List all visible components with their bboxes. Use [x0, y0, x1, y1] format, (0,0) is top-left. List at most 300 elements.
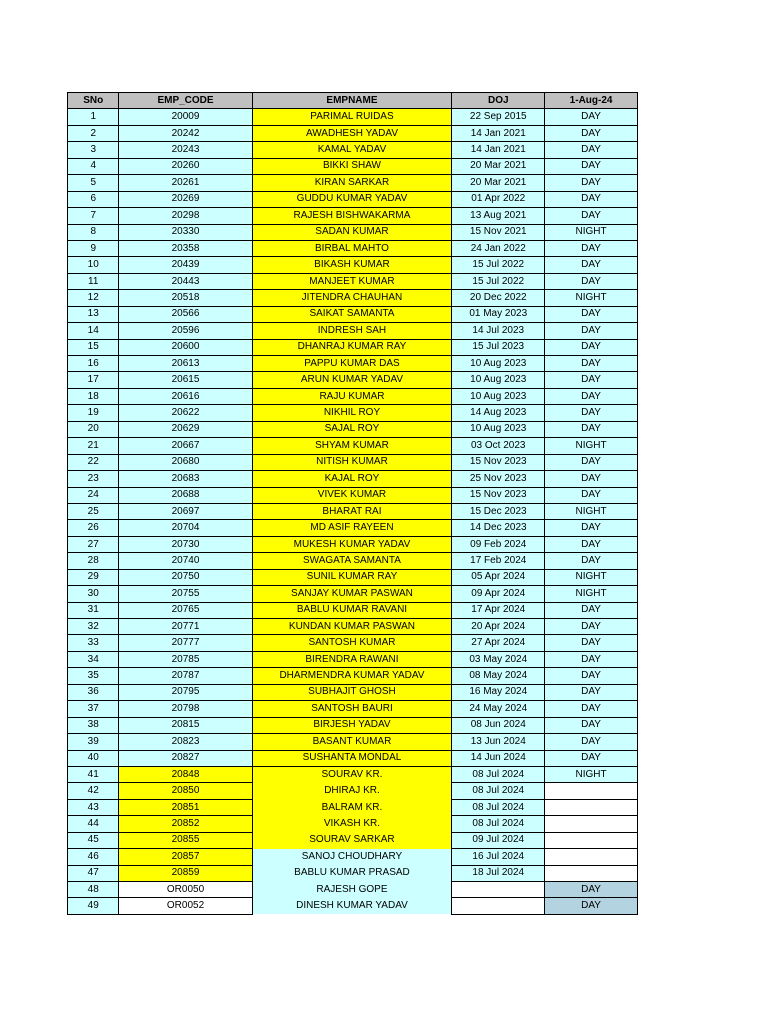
sno-cell: 27 [68, 536, 119, 552]
doj-cell: 18 Jul 2024 [452, 865, 545, 881]
shift-cell: DAY [545, 388, 638, 404]
table-row [68, 257, 638, 273]
table-row [68, 602, 638, 618]
emp-code-cell: OR0052 [119, 898, 252, 914]
emp-code-cell: 20852 [119, 816, 252, 832]
emp-code-cell: 20827 [119, 750, 252, 766]
empname-cell: MD ASIF RAYEEN [252, 520, 452, 536]
shift-cell [545, 865, 638, 881]
empname-cell: SAJAL ROY [252, 421, 452, 437]
table-row [68, 323, 638, 339]
empname-cell: KAMAL YADAV [252, 142, 452, 158]
emp-code-cell: 20815 [119, 717, 252, 733]
emp-code-cell: 20330 [119, 224, 252, 240]
header-emp-code: EMP_CODE [119, 93, 252, 109]
emp-code-cell: 20613 [119, 356, 252, 372]
shift-cell: DAY [545, 717, 638, 733]
empname-cell: AWADHESH YADAV [252, 125, 452, 141]
empname-cell: NIKHIL ROY [252, 405, 452, 421]
table-row [68, 503, 638, 519]
empname-cell: INDRESH SAH [252, 323, 452, 339]
sno-cell: 3 [68, 142, 119, 158]
doj-cell: 15 Dec 2023 [452, 503, 545, 519]
sno-cell: 6 [68, 191, 119, 207]
emp-code-cell: 20600 [119, 339, 252, 355]
sno-cell: 34 [68, 651, 119, 667]
sno-cell: 14 [68, 323, 119, 339]
shift-cell: DAY [545, 734, 638, 750]
table-row [68, 684, 638, 700]
sno-cell: 10 [68, 257, 119, 273]
sno-cell: 37 [68, 701, 119, 717]
emp-code-cell: 20566 [119, 306, 252, 322]
emp-code-cell: 20704 [119, 520, 252, 536]
shift-cell: NIGHT [545, 503, 638, 519]
shift-cell: NIGHT [545, 569, 638, 585]
doj-cell: 24 May 2024 [452, 701, 545, 717]
emp-code-cell: 20269 [119, 191, 252, 207]
table-row [68, 487, 638, 503]
doj-cell: 08 Jul 2024 [452, 783, 545, 799]
sno-cell: 28 [68, 553, 119, 569]
shift-cell: DAY [545, 635, 638, 651]
empname-cell: BIKKI SHAW [252, 158, 452, 174]
empname-cell: BHARAT RAI [252, 503, 452, 519]
doj-cell: 14 Dec 2023 [452, 520, 545, 536]
sno-cell: 47 [68, 865, 119, 881]
doj-cell: 14 Jun 2024 [452, 750, 545, 766]
table-row [68, 619, 638, 635]
shift-cell: DAY [545, 240, 638, 256]
table-row [68, 520, 638, 536]
table-row [68, 273, 638, 289]
sno-cell: 1 [68, 109, 119, 125]
shift-cell: DAY [545, 158, 638, 174]
empname-cell: SANTOSH BAURI [252, 701, 452, 717]
empname-cell: SWAGATA SAMANTA [252, 553, 452, 569]
empname-cell: RAJU KUMAR [252, 388, 452, 404]
emp-code-cell: 20730 [119, 536, 252, 552]
empname-cell: BIKASH KUMAR [252, 257, 452, 273]
empname-cell: SUBHAJIT GHOSH [252, 684, 452, 700]
table-row [68, 668, 638, 684]
header-shift-date: 1-Aug-24 [545, 93, 638, 109]
empname-cell: KIRAN SARKAR [252, 175, 452, 191]
shift-cell: DAY [545, 323, 638, 339]
table-row [68, 356, 638, 372]
table-row [68, 175, 638, 191]
sno-cell: 5 [68, 175, 119, 191]
table-row [68, 586, 638, 602]
emp-code-cell: 20823 [119, 734, 252, 750]
doj-cell: 14 Aug 2023 [452, 405, 545, 421]
sno-cell: 7 [68, 208, 119, 224]
shift-cell: DAY [545, 454, 638, 470]
emp-code-cell: 20765 [119, 602, 252, 618]
empname-cell: SAIKAT SAMANTA [252, 306, 452, 322]
shift-cell: DAY [545, 701, 638, 717]
sno-cell: 23 [68, 471, 119, 487]
sno-cell: 4 [68, 158, 119, 174]
sno-cell: 13 [68, 306, 119, 322]
empname-cell: ARUN KUMAR YADAV [252, 372, 452, 388]
empname-cell: SOURAV KR. [252, 766, 452, 782]
emp-code-cell: 20596 [119, 323, 252, 339]
emp-code-cell: 20750 [119, 569, 252, 585]
doj-cell [452, 898, 545, 914]
empname-cell: DINESH KUMAR YADAV [252, 898, 452, 914]
empname-cell: BASANT KUMAR [252, 734, 452, 750]
doj-cell: 22 Sep 2015 [452, 109, 545, 125]
emp-code-cell: 20260 [119, 158, 252, 174]
emp-code-cell: 20683 [119, 471, 252, 487]
doj-cell: 15 Nov 2023 [452, 454, 545, 470]
emp-code-cell: 20009 [119, 109, 252, 125]
doj-cell: 14 Jan 2021 [452, 125, 545, 141]
emp-code-cell: 20518 [119, 290, 252, 306]
header-empname: EMPNAME [252, 93, 452, 109]
doj-cell: 08 Jul 2024 [452, 816, 545, 832]
doj-cell: 10 Aug 2023 [452, 388, 545, 404]
table-row [68, 421, 638, 437]
shift-cell: DAY [545, 306, 638, 322]
emp-code-cell: 20850 [119, 783, 252, 799]
doj-cell: 20 Apr 2024 [452, 619, 545, 635]
table-row [68, 388, 638, 404]
employee-shift-table [67, 92, 638, 915]
doj-cell: 15 Jul 2022 [452, 257, 545, 273]
table-row [68, 734, 638, 750]
emp-code-cell: 20615 [119, 372, 252, 388]
doj-cell: 08 May 2024 [452, 668, 545, 684]
doj-cell [452, 882, 545, 898]
shift-cell [545, 783, 638, 799]
table-row [68, 882, 638, 898]
empname-cell: SANTOSH KUMAR [252, 635, 452, 651]
shift-cell: NIGHT [545, 224, 638, 240]
shift-cell: DAY [545, 125, 638, 141]
emp-code-cell: 20777 [119, 635, 252, 651]
table-row [68, 717, 638, 733]
shift-cell: DAY [545, 520, 638, 536]
emp-code-cell: 20697 [119, 503, 252, 519]
table-row [68, 290, 638, 306]
shift-cell: DAY [545, 257, 638, 273]
empname-cell: SUNIL KUMAR RAY [252, 569, 452, 585]
shift-cell: DAY [545, 619, 638, 635]
sno-cell: 22 [68, 454, 119, 470]
empname-cell: DHIRAJ KR. [252, 783, 452, 799]
empname-cell: MUKESH KUMAR YADAV [252, 536, 452, 552]
empname-cell: BABLU KUMAR PRASAD [252, 865, 452, 881]
empname-cell: SANOJ CHOUDHARY [252, 849, 452, 865]
empname-cell: DHANRAJ KUMAR RAY [252, 339, 452, 355]
shift-cell: DAY [545, 405, 638, 421]
emp-code-cell: 20667 [119, 438, 252, 454]
doj-cell: 25 Nov 2023 [452, 471, 545, 487]
doj-cell: 03 Oct 2023 [452, 438, 545, 454]
sno-cell: 19 [68, 405, 119, 421]
table-row [68, 849, 638, 865]
emp-code-cell: 20358 [119, 240, 252, 256]
table-row [68, 339, 638, 355]
doj-cell: 20 Mar 2021 [452, 158, 545, 174]
shift-cell: DAY [545, 898, 638, 914]
empname-cell: SHYAM KUMAR [252, 438, 452, 454]
emp-code-cell: 20795 [119, 684, 252, 700]
shift-cell: NIGHT [545, 766, 638, 782]
empname-cell: GUDDU KUMAR YADAV [252, 191, 452, 207]
doj-cell: 14 Jan 2021 [452, 142, 545, 158]
doj-cell: 16 Jul 2024 [452, 849, 545, 865]
doj-cell: 01 Apr 2022 [452, 191, 545, 207]
shift-cell: DAY [545, 208, 638, 224]
sno-cell: 45 [68, 832, 119, 848]
shift-cell: NIGHT [545, 290, 638, 306]
table-row [68, 750, 638, 766]
table-row [68, 438, 638, 454]
sno-cell: 41 [68, 766, 119, 782]
sno-cell: 38 [68, 717, 119, 733]
empname-cell: BALRAM KR. [252, 799, 452, 815]
emp-code-cell: 20855 [119, 832, 252, 848]
doj-cell: 15 Nov 2023 [452, 487, 545, 503]
sno-cell: 44 [68, 816, 119, 832]
emp-code-cell: OR0050 [119, 882, 252, 898]
empname-cell: DHARMENDRA KUMAR YADAV [252, 668, 452, 684]
table-row [68, 191, 638, 207]
table-row [68, 109, 638, 125]
shift-cell: DAY [545, 651, 638, 667]
header-sno: SNo [68, 93, 119, 109]
doj-cell: 10 Aug 2023 [452, 421, 545, 437]
doj-cell: 09 Jul 2024 [452, 832, 545, 848]
emp-code-cell: 20622 [119, 405, 252, 421]
doj-cell: 15 Nov 2021 [452, 224, 545, 240]
doj-cell: 17 Apr 2024 [452, 602, 545, 618]
table-row [68, 306, 638, 322]
sno-cell: 16 [68, 356, 119, 372]
doj-cell: 08 Jul 2024 [452, 799, 545, 815]
table-row [68, 832, 638, 848]
table-row [68, 635, 638, 651]
doj-cell: 01 May 2023 [452, 306, 545, 322]
shift-cell: DAY [545, 536, 638, 552]
emp-code-cell: 20859 [119, 865, 252, 881]
sno-cell: 15 [68, 339, 119, 355]
empname-cell: JITENDRA CHAUHAN [252, 290, 452, 306]
empname-cell: BIRBAL MAHTO [252, 240, 452, 256]
empname-cell: BIRENDRA RAWANI [252, 651, 452, 667]
emp-code-cell: 20298 [119, 208, 252, 224]
table-row [68, 701, 638, 717]
sno-cell: 36 [68, 684, 119, 700]
table-row [68, 372, 638, 388]
table-row [68, 569, 638, 585]
sno-cell: 49 [68, 898, 119, 914]
shift-cell [545, 816, 638, 832]
doj-cell: 09 Feb 2024 [452, 536, 545, 552]
emp-code-cell: 20439 [119, 257, 252, 273]
emp-code-cell: 20787 [119, 668, 252, 684]
table-row [68, 766, 638, 782]
shift-cell: DAY [545, 175, 638, 191]
empname-cell: SOURAV SARKAR [252, 832, 452, 848]
empname-cell: SANJAY KUMAR PASWAN [252, 586, 452, 602]
emp-code-cell: 20688 [119, 487, 252, 503]
doj-cell: 20 Dec 2022 [452, 290, 545, 306]
table-row [68, 816, 638, 832]
shift-cell: DAY [545, 142, 638, 158]
emp-code-cell: 20755 [119, 586, 252, 602]
sno-cell: 43 [68, 799, 119, 815]
doj-cell: 17 Feb 2024 [452, 553, 545, 569]
sno-cell: 21 [68, 438, 119, 454]
shift-cell: NIGHT [545, 586, 638, 602]
empname-cell: SUSHANTA MONDAL [252, 750, 452, 766]
shift-cell [545, 849, 638, 865]
sno-cell: 32 [68, 619, 119, 635]
empname-cell: RAJESH GOPE [252, 882, 452, 898]
empname-cell: RAJESH BISHWAKARMA [252, 208, 452, 224]
emp-code-cell: 20740 [119, 553, 252, 569]
doj-cell: 27 Apr 2024 [452, 635, 545, 651]
shift-cell [545, 832, 638, 848]
doj-cell: 14 Jul 2023 [452, 323, 545, 339]
doj-cell: 08 Jun 2024 [452, 717, 545, 733]
table-row [68, 783, 638, 799]
emp-code-cell: 20616 [119, 388, 252, 404]
doj-cell: 24 Jan 2022 [452, 240, 545, 256]
doj-cell: 09 Apr 2024 [452, 586, 545, 602]
empname-cell: PAPPU KUMAR DAS [252, 356, 452, 372]
shift-cell [545, 799, 638, 815]
table-row [68, 158, 638, 174]
table-row [68, 454, 638, 470]
shift-cell: DAY [545, 191, 638, 207]
header-doj: DOJ [452, 93, 545, 109]
empname-cell: MANJEET KUMAR [252, 273, 452, 289]
doj-cell: 15 Jul 2023 [452, 339, 545, 355]
shift-cell: DAY [545, 273, 638, 289]
sno-cell: 20 [68, 421, 119, 437]
table-row [68, 536, 638, 552]
emp-code-cell: 20857 [119, 849, 252, 865]
sno-cell: 31 [68, 602, 119, 618]
shift-cell: DAY [545, 668, 638, 684]
empname-cell: BABLU KUMAR RAVANI [252, 602, 452, 618]
empname-cell: NITISH KUMAR [252, 454, 452, 470]
sno-cell: 35 [68, 668, 119, 684]
emp-code-cell: 20785 [119, 651, 252, 667]
emp-code-cell: 20848 [119, 766, 252, 782]
shift-cell: DAY [545, 339, 638, 355]
emp-code-cell: 20443 [119, 273, 252, 289]
table-row [68, 224, 638, 240]
empname-cell: VIKASH KR. [252, 816, 452, 832]
table-row [68, 471, 638, 487]
emp-code-cell: 20680 [119, 454, 252, 470]
doj-cell: 10 Aug 2023 [452, 372, 545, 388]
sno-cell: 26 [68, 520, 119, 536]
doj-cell: 15 Jul 2022 [452, 273, 545, 289]
empname-cell: BIRJESH YADAV [252, 717, 452, 733]
shift-cell: NIGHT [545, 438, 638, 454]
sno-cell: 42 [68, 783, 119, 799]
empname-cell: PARIMAL RUIDAS [252, 109, 452, 125]
shift-cell: DAY [545, 553, 638, 569]
sno-cell: 40 [68, 750, 119, 766]
shift-cell: DAY [545, 109, 638, 125]
table-row [68, 898, 638, 914]
empname-cell: KUNDAN KUMAR PASWAN [252, 619, 452, 635]
sno-cell: 46 [68, 849, 119, 865]
sno-cell: 8 [68, 224, 119, 240]
emp-code-cell: 20243 [119, 142, 252, 158]
doj-cell: 20 Mar 2021 [452, 175, 545, 191]
sno-cell: 11 [68, 273, 119, 289]
emp-code-cell: 20771 [119, 619, 252, 635]
shift-cell: DAY [545, 372, 638, 388]
shift-cell: DAY [545, 750, 638, 766]
shift-cell: DAY [545, 421, 638, 437]
doj-cell: 05 Apr 2024 [452, 569, 545, 585]
table-row [68, 240, 638, 256]
table-row [68, 799, 638, 815]
sno-cell: 39 [68, 734, 119, 750]
sno-cell: 24 [68, 487, 119, 503]
sno-cell: 12 [68, 290, 119, 306]
sno-cell: 33 [68, 635, 119, 651]
doj-cell: 13 Aug 2021 [452, 208, 545, 224]
sno-cell: 30 [68, 586, 119, 602]
doj-cell: 16 May 2024 [452, 684, 545, 700]
sno-cell: 2 [68, 125, 119, 141]
shift-cell: DAY [545, 882, 638, 898]
sno-cell: 9 [68, 240, 119, 256]
table-row [68, 651, 638, 667]
emp-code-cell: 20629 [119, 421, 252, 437]
shift-cell: DAY [545, 471, 638, 487]
table-row [68, 865, 638, 881]
doj-cell: 13 Jun 2024 [452, 734, 545, 750]
sno-cell: 29 [68, 569, 119, 585]
table-row [68, 208, 638, 224]
doj-cell: 10 Aug 2023 [452, 356, 545, 372]
emp-code-cell: 20261 [119, 175, 252, 191]
sno-cell: 18 [68, 388, 119, 404]
table-row [68, 405, 638, 421]
table-row [68, 125, 638, 141]
table-row [68, 553, 638, 569]
doj-cell: 03 May 2024 [452, 651, 545, 667]
shift-cell: DAY [545, 602, 638, 618]
shift-cell: DAY [545, 684, 638, 700]
table-row [68, 142, 638, 158]
table-body [68, 109, 638, 914]
header-row [68, 93, 638, 109]
sno-cell: 17 [68, 372, 119, 388]
emp-code-cell: 20851 [119, 799, 252, 815]
shift-cell: DAY [545, 356, 638, 372]
shift-cell: DAY [545, 487, 638, 503]
emp-code-cell: 20798 [119, 701, 252, 717]
empname-cell: VIVEK KUMAR [252, 487, 452, 503]
empname-cell: SADAN KUMAR [252, 224, 452, 240]
doj-cell: 08 Jul 2024 [452, 766, 545, 782]
sno-cell: 48 [68, 882, 119, 898]
emp-code-cell: 20242 [119, 125, 252, 141]
